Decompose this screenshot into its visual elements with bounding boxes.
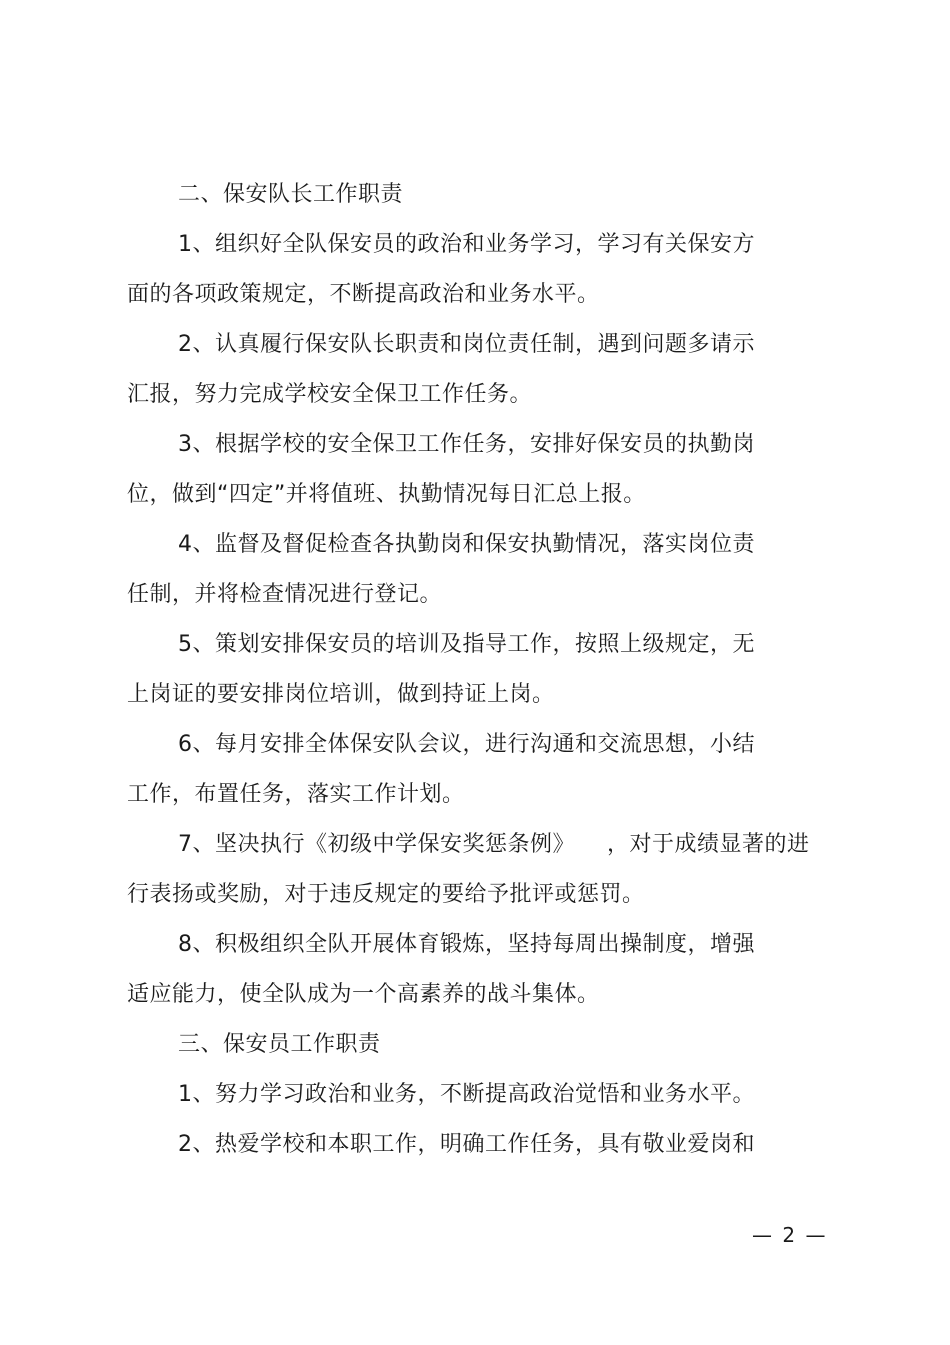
paragraph-line: 面的各项政策规定，不断提高政治和业务水平。 — [127, 282, 600, 307]
paragraph-text: 7、坚决执行《初级中学保安奖惩条例》 — [178, 832, 575, 857]
paragraph-line: 行表扬或奖励，对于违反规定的要给予批评或惩罚。 — [127, 882, 645, 907]
paragraph-line: 1、组织好全队保安员的政治和业务学习，学习有关保安方 — [178, 232, 755, 257]
page-number: — 2 — — [752, 1223, 828, 1247]
paragraph-text: ，对于成绩显著的进 — [607, 832, 810, 857]
paragraph-line: 6、每月安排全体保安队会议，进行沟通和交流思想，小结 — [178, 732, 755, 757]
paragraph-line: 任制，并将检查情况进行登记。 — [127, 582, 443, 607]
section-heading-captain-duties: 二、保安队长工作职责 — [178, 182, 404, 207]
paragraph-line: 8、积极组织全队开展体育锻炼，坚持每周出操制度，增强 — [178, 932, 755, 957]
paragraph-line: 1、努力学习政治和业务，不断提高政治觉悟和业务水平。 — [178, 1082, 755, 1107]
paragraph-line: 2、热爱学校和本职工作，明确工作任务，具有敬业爱岗和 — [178, 1132, 755, 1157]
paragraph-line: 汇报，努力完成学校安全保卫工作任务。 — [127, 382, 533, 407]
section-heading-guard-duties: 三、保安员工作职责 — [178, 1032, 381, 1057]
paragraph-line: 5、策划安排保安员的培训及指导工作，按照上级规定，无 — [178, 632, 755, 657]
paragraph-line: 3、根据学校的安全保卫工作任务，安排好保安员的执勤岗 — [178, 432, 755, 457]
paragraph-line: 上岗证的要安排岗位培训，做到持证上岗。 — [127, 682, 555, 707]
paragraph-line: 4、监督及督促检查各执勤岗和保安执勤情况，落实岗位责 — [178, 532, 755, 557]
paragraph-line: 工作，布置任务，落实工作计划。 — [127, 782, 465, 807]
paragraph-line: 2、认真履行保安队长职责和岗位责任制，遇到问题多请示 — [178, 332, 755, 357]
paragraph-line — [178, 830, 810, 860]
paragraph-line: 适应能力，使全队成为一个高素养的战斗集体。 — [127, 982, 600, 1007]
paragraph-line: 位，做到“四定”并将值班、执勤情况每日汇总上报。 — [127, 482, 646, 507]
